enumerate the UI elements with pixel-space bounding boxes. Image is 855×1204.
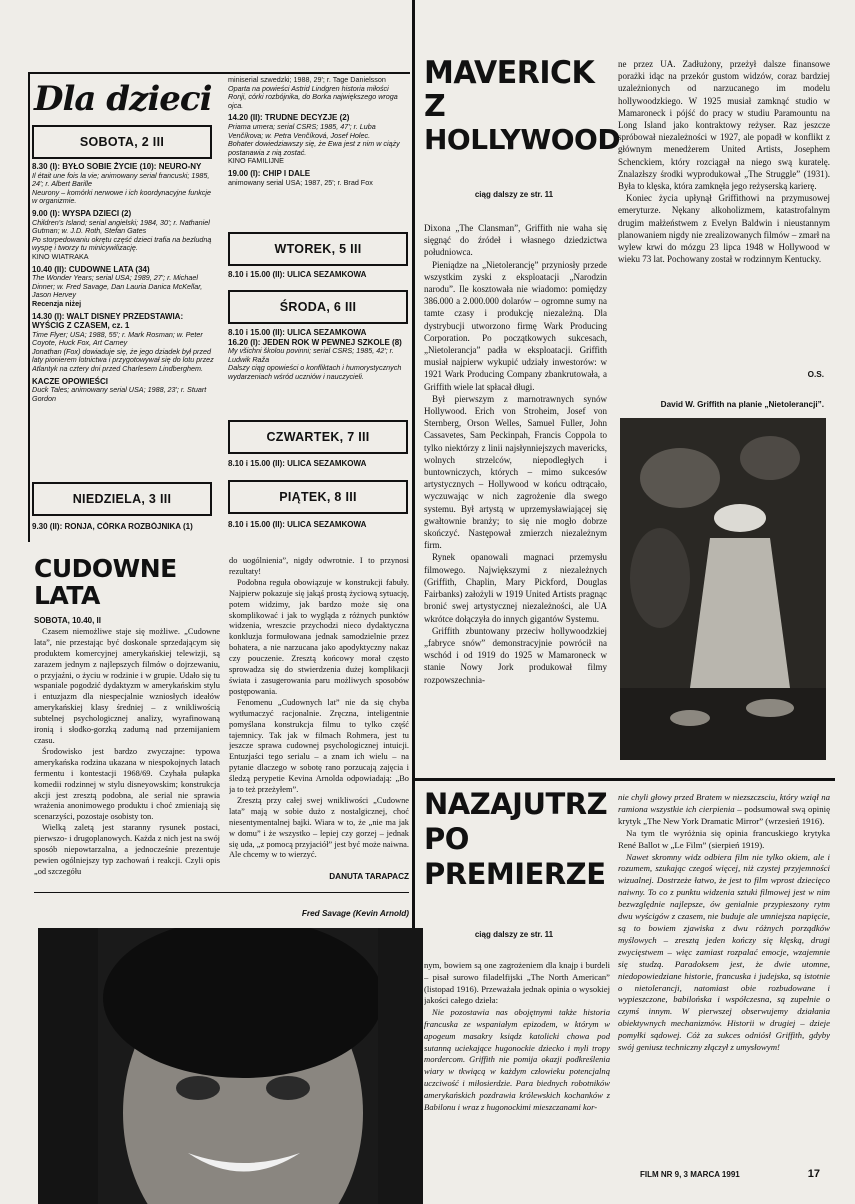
nazajutrz-headline: NAZAJUTRZ PO PREMIERZE: [424, 787, 608, 891]
wednesday-listing: 8.10 i 15.00 (II): ULICA SEZAMKOWA 16.20 (I): JEDEN ROK W PEWNEJ SZKOLE (8) My všichni školou povinni; serial CSRS; 1985, 42'; r. Ludwik Raža Dalszy ciąg opowieści o konfliktach i humorystycznych wydarzeniach wśród uczniów i nauczycieli.: [228, 328, 402, 381]
kids-logo: [34, 76, 220, 122]
nazajutrz-col1: nym, bowiem są one zagrożeniem dla knajp i burdeli – pisał surowo filadelfijski „The North American” (listopad 1916). Przeważała jednak opinia o wysokiej jakości całego dzieła: Nie pozostawia nas obojętnymi także historia francuska ze wspaniałym epizodem, w którym w apogeum masakry ksiądz katolicki chowa pod sutanną uciekające hugonockie dziecko i myli tropy mordercom. Griffith nie pomija okazji podkreślenia wiary w tkwiącą w każdym człowieku potencjalną uczciwość i miłosierdzie. Para biednych robotników amerykańskich pozdrawia królewskich kochanków z Babilonu i wraz z hugonockimi mieszczanami kor-: [424, 960, 610, 1112]
kids-top-rule: [28, 72, 410, 74]
cudowne-col2: do uogólnienia”, nigdy odwrotnie. I to przynosi rezultaty! Podobna reguła obowiązuje w konstrukcji fabuły. Najpierw pokazuje się jakąś prostą życiową sytuację, potem widzimy, jak bardzo może się ona skomplikować i jak to wygląda z różnych punktów widzenia, wreszcie przychodzi nieco dydaktyczna konkluzja formułowana jednak samodzielnie przez bohatera, a nie narzucana jako apodyktyczny nakaz czy pouczenie. Zresztą końcowy morał często sprowadza się do stwierdzenia dużej komplikacji świata i zasugerowania paru możliwych sposobów postępowania. Fenomenu „Cudownych lat” nie da się chyba wytłumaczyć racjonalnie. Zręczna, inteligentnie pomyślana konstrukcja filmu to tylko część tajemnicy. Tak jak w filmach Rohmera, jest tu jeszcze sprawa cudownej psychologicznej intuicji. Entuzjaści tego serialu – a znam ich wielu – na pytanie dlaczego w sobotę rano porzucają zajęcia i śledzą perypetie Kevina Arnolda odpowiadają: „Bo ja to też przeżyłem”. Zresztą przy całej swej wnikliwości „Cudowne lata” mają w sobie dużo z nostalgicznej, choć niesentymentalnej bajki. Wiara w to, że „nie ma jak w domu” i że wszystko – lepiej czy gorzej – jednak się uda, „z pomocą przyjaciół” jest być może naiwna. Ale chcemy w to wierzyć.: [229, 556, 409, 860]
maverick-col2: ne przez UA. Zadłużony, przeżył dalsze finansowe porażki idąc na przekór gustom widzów, coraz bardziej uzależnionych od narzucanego im modelu hollywoodzkiego. W 1925 musiał zamknąć studio w Mamaroneck i pójść do pracy w studiu Paramountu na Long Island jako kontraktowy reżyser. Raz jeszcze spróbował niezależności w 1927, ale popadł w konflikt z głównym menedżerem United Artists, Josephem Schenckiem, który rozciągał na niego swą kuratelę. Znalazłszy środki wyprodukował „The Struggle” (1931). Była to klęska, która zamknęła jego reżyserską karierę. Koniec życia upłynął Griffithowi na przymusowej emeryturze. Nękany alkoholizmem, katastrofalnym drugim małżeństwem z Evelyn Baldwin i nieustannym planowaniem nigdy nie zrealizowanych filmów – zmarł na wylew krwi do mózgu 23 lipca 1948 w Hollywood w wieku 73 lat. Pochowany został w rodzinnym Kentucky.: [618, 59, 830, 265]
page-number: 17: [807, 1168, 820, 1180]
sunday-entry: 9.30 (II): RONJA, CÓRKA ROZBÓJNIKA (1): [32, 522, 193, 531]
cudowne-col1: SOBOTA, 10.40, II Czasem niemożliwe staje się możliwe. „Cudowne lata”, nie przestając być doskonale sprzedającym się produktem komercyjnej amerykańskiej telewizji, są zarazem jednym z najlepszych filmów o dojrzewaniu, o przyjaźni, o życiu w rodzinie i w grupie. Udało się tu wspaniale pogodzić dydaktyzm w amerykańskim stylu i entuzjazm dla niespecjalnie wzniosłych ideałów amerykańskiej klasy średniej – z wnikliwością subtelnej psychologicznej analizy, wyrafinowaną ironią i słodko-gorzką zadumą nad przemijaniem czasu. Środowisko jest bardzo zwyczajne: typowa amerykańska rodzina ukazana w niespokojnych latach fermentu i kontestacji 1968/69. Czyhała pułapka komedii rodzinnej w stylu disneyowskim; konstrukcja akcji jest zresztą podobna, ale serial nie sprawia wrażenia anonimowego produktu i choć zmieniają się scenarzyści, pozostaje osobisty ton. Wielką zaletą jest staranny rysunek postaci, pierwszo- i drugoplanowych. Każda z nich jest na swój sposób niepowtarzalna, a jednocześnie prezentuje pewien ogólniejszy typ zachowań i reakcji. Czyli opis „od szczegółu: [34, 616, 220, 876]
maverick-col1: Dixona „The Clansman”, Griffith nie waha się sięgnąć do źródeł i własnego dziedzictwa południowca. Pieniądze na „Nietolerancję” przyniosły przede wszystkim zyski z eksploatacji „Narodzin narodu”. Ile kosztowała nie wiadomo: pomiędzy 386.000 a 2.000.000 dolarów – ogromne sumy na tamte czasy i produkcję niezależną. Dla dystrybucji utworzono firmę Wark Producing Corporation. Po początkowych sukcesach, „Nietolerancja” padła w eksploatacji. Griffith musiał najpierw wykupić udziały inwestorów: w 1921 Wark Producing Company zbankrutowała, a Griffith wiele lat spłacał długi. Był pierwszym z marnotrawnych synów Hollywood. Erich von Stroheim, Josef von Sternberg, Orson Welles, Samuel Fuller, John Cassavetes, Sam Peckinpah, Francis Coppola to tylko niektórzy z linii najsłynniejszych mavericks, wolnych strzelców, niepodległych i buntowniczych, których – mimo sukcesów artystycznych – Hollywood w końcu odtrącało, wyczuwając w nich zagrożenie dla swego systemu. Był artystą w uprzemysławiającej się gwałtownie branży; to się nie mogło dobrze skończyć. Następował zmierzch niezależnym firm. Rynek opanowali magnaci przemysłu filmowego. Największymi z niezależnych (Griffith, Chaplin, Mary Pickford, Douglas Fairbanks) założyli w 1919 United Artists pragnąc bronić swej artystycznej niezależności, ale UA wkrótce dołączyła do innych gigantów Systemu. Griffith zbuntowany przeciw hollywoodzkiej „fabryce snów” demonstracyjnie powrócił na wschód i od 1919 do 1925 w Mamaroneck w stanie Nowy Jork produkował filmy rozpowszechnia-: [424, 223, 607, 685]
program-title: 9.00 (I): WYSPA DZIECI (2): [32, 208, 132, 218]
maverick-author: O.S.: [807, 370, 824, 379]
page-footer: [640, 1170, 820, 1184]
fred-savage-photo-image: [38, 928, 423, 1204]
day-header-friday: PIĄTEK, 8 III: [228, 480, 408, 514]
griffith-caption: David W. Griffith na planie „Nietolerancji”.: [660, 400, 824, 409]
kids-left-rule: [28, 72, 30, 542]
griffith-photo-image: [620, 418, 826, 760]
fred-savage-photo: [38, 928, 423, 1204]
nazajutrz-col2: nie chyli głowy przed Bratem w niezszczsciu, który wziął na ramiona wszystkie ich cierpienia – podsumował swą opinię krytyk „The New York Dramatic Mirror” (wrzesień 1916). Na tym tle wyróżnia się opinia francuskiego krytyka René Ballot w „Le Film” (sierpień 1919). Nawet skromny widz odbiera film nie tylko okiem, ale i rozumem, szukając czegoś więcej, niż czystej przyjemności wizualnej. Dostrzeże łatwo, że jest to film wprost dziecięco naiwny. To co z punktu widzenia sztuki filmowej jest w nim bezwzględnie najlepsze, ów genialnie przypieszony rytm dwu wyścigów z czasem, nie buduje ale umniejsza napięcie, są to bowiem zjawiska z dwu różnych porządków myślowych – zresztą jeden kończy się klęską, drugi zwycięstwem – więc zamiast rozpalać emocje, wzajemnie się studzą. Paradoksem jest, że dwie utomne, niedopowiedziane historie, francuska i judejska, są istotnie o nietolerancji, natomiast obie rozbudowane i wypieszczone, babilońska i współczesna, są zupełnie o czymś innym. W pierwszej obserwujemy działania obiektywnych mechanizmów. Historii w drugiej – dzieje pomyłki sądowej. Cóż za sukces odniósł Griffith, gdyby swój geniusz techniczny złączył z umysłowym!: [618, 792, 830, 1053]
griffith-photo: [620, 418, 826, 760]
program-title: KACZE OPOWIEŚCI: [32, 376, 109, 386]
friday-entry: 8.10 i 15.00 (II): ULICA SEZAMKOWA: [228, 520, 367, 529]
fred-savage-caption: Fred Savage (Kevin Arnold): [301, 909, 409, 918]
program-title: 19.00 (I): CHIP I DALE: [228, 168, 311, 178]
program-title: 8.30 (I): BYŁO SOBIE ŻYCIE (10): NEURO-NY: [32, 162, 202, 171]
nazajutrz-continued: ciąg dalszy ze str. 11: [474, 930, 554, 939]
day-header-thursday: CZWARTEK, 7 III: [228, 420, 408, 454]
maverick-headline: MAVERICK Z HOLLYWOOD: [424, 54, 621, 156]
day-header-tuesday: WTOREK, 5 III: [228, 232, 408, 266]
program-title: 14.30 (I): WALT DISNEY PRZEDSTAWIA: WYŚCIG Z CZASEM, cz. 1: [32, 311, 184, 331]
cudowne-headline: CUDOWNE LATA: [34, 554, 177, 610]
right-section-rule: [415, 778, 835, 781]
kids-col2-listing: miniserial szwedzki; 1988, 29'; r. Tage Danielsson Oparta na powieści Astrid Lindgren historia miłości Ronji, córki rozbójnika, do Borka największego wroga ojca. 14.20 (II): TRUDNE DECYZJE (2) Priama umera; serial CSRS; 1985, 47'; r. Luba Venčíkova; w. Petra Venčíková, Josef Holec. Bohater dowiedziawszy się, że Ewa jest z nim w ciąży postanawia z nią zostać. KINO FAMILIJNE 19.00 (I): CHIP I DALE animowany serial USA; 1987, 25'; r. Brad Fox: [228, 76, 408, 228]
maverick-continued: ciąg dalszy ze str. 11: [474, 190, 554, 199]
photo-caption-rule: [34, 892, 409, 893]
program-title: 14.20 (II): TRUDNE DECYZJE (2): [228, 113, 350, 123]
kids-col1-listing: 8.30 (I): BYŁO SOBIE ŻYCIE (10): NEURO-NY Il était une fois la vie; animowany serial francuski; 1985, 24'; r. Albert Barille Neurony – komórki nerwowe i ich koordynacyjne funkcje w organizmie. 9.00 (I): WYSPA DZIECI (2) Children's Island; serial angielski; 1984, 30'; r. Nathaniel Gutman; w. J.D. Roth, Stefan Gates Po storpedowaniu okrętu część dzieci trafia na bezludną wyspę i tworzy tu minicywilizację. KINO WIATRAKA 10.40 (II): CUDOWNE LATA (34) The Wonder Years; serial USA; 1989, 27'; r. Michael Dinner; w. Fred Savage, Dan Lauria Danica McKellar, Jason Hervey Recenzja niżej 14.30 (I): WALT DISNEY PRZEDSTAWIA: WYŚCIG Z CZASEM, cz. 1 Time Flyer; USA; 1988, 55'; r. Mark Rosman; w. Peter Coyote, Huck Fox, Art Carney Jonathan (Fox) dowiaduje się, że jego dziadek był przed laty pionierem lotnictwa i przygotowywał się do lotu przez Atlantyk na cztery dni przed Charlesem Lindberghem. KACZE OPOWIEŚCI Duck Tales; animowany serial USA; 1988, 23'; r. Stuart Gordon: [32, 162, 216, 480]
cudowne-author: DANUTA TARAPACZ: [329, 872, 409, 881]
day-header-wednesday: ŚRODA, 6 III: [228, 290, 408, 324]
issue-label: FILM NR 9, 3 MARCA 1991: [640, 1170, 740, 1179]
day-header-sunday: NIEDZIELA, 3 III: [32, 482, 212, 516]
tuesday-entry: 8.10 i 15.00 (II): ULICA SEZAMKOWA: [228, 270, 367, 279]
day-header-saturday: SOBOTA, 2 III: [32, 125, 212, 159]
program-title: 10.40 (II): CUDOWNE LATA (34): [32, 264, 150, 274]
thursday-entry: 8.10 i 15.00 (II): ULICA SEZAMKOWA: [228, 459, 367, 468]
kids-logo-text: Dla dzieci: [34, 79, 212, 119]
